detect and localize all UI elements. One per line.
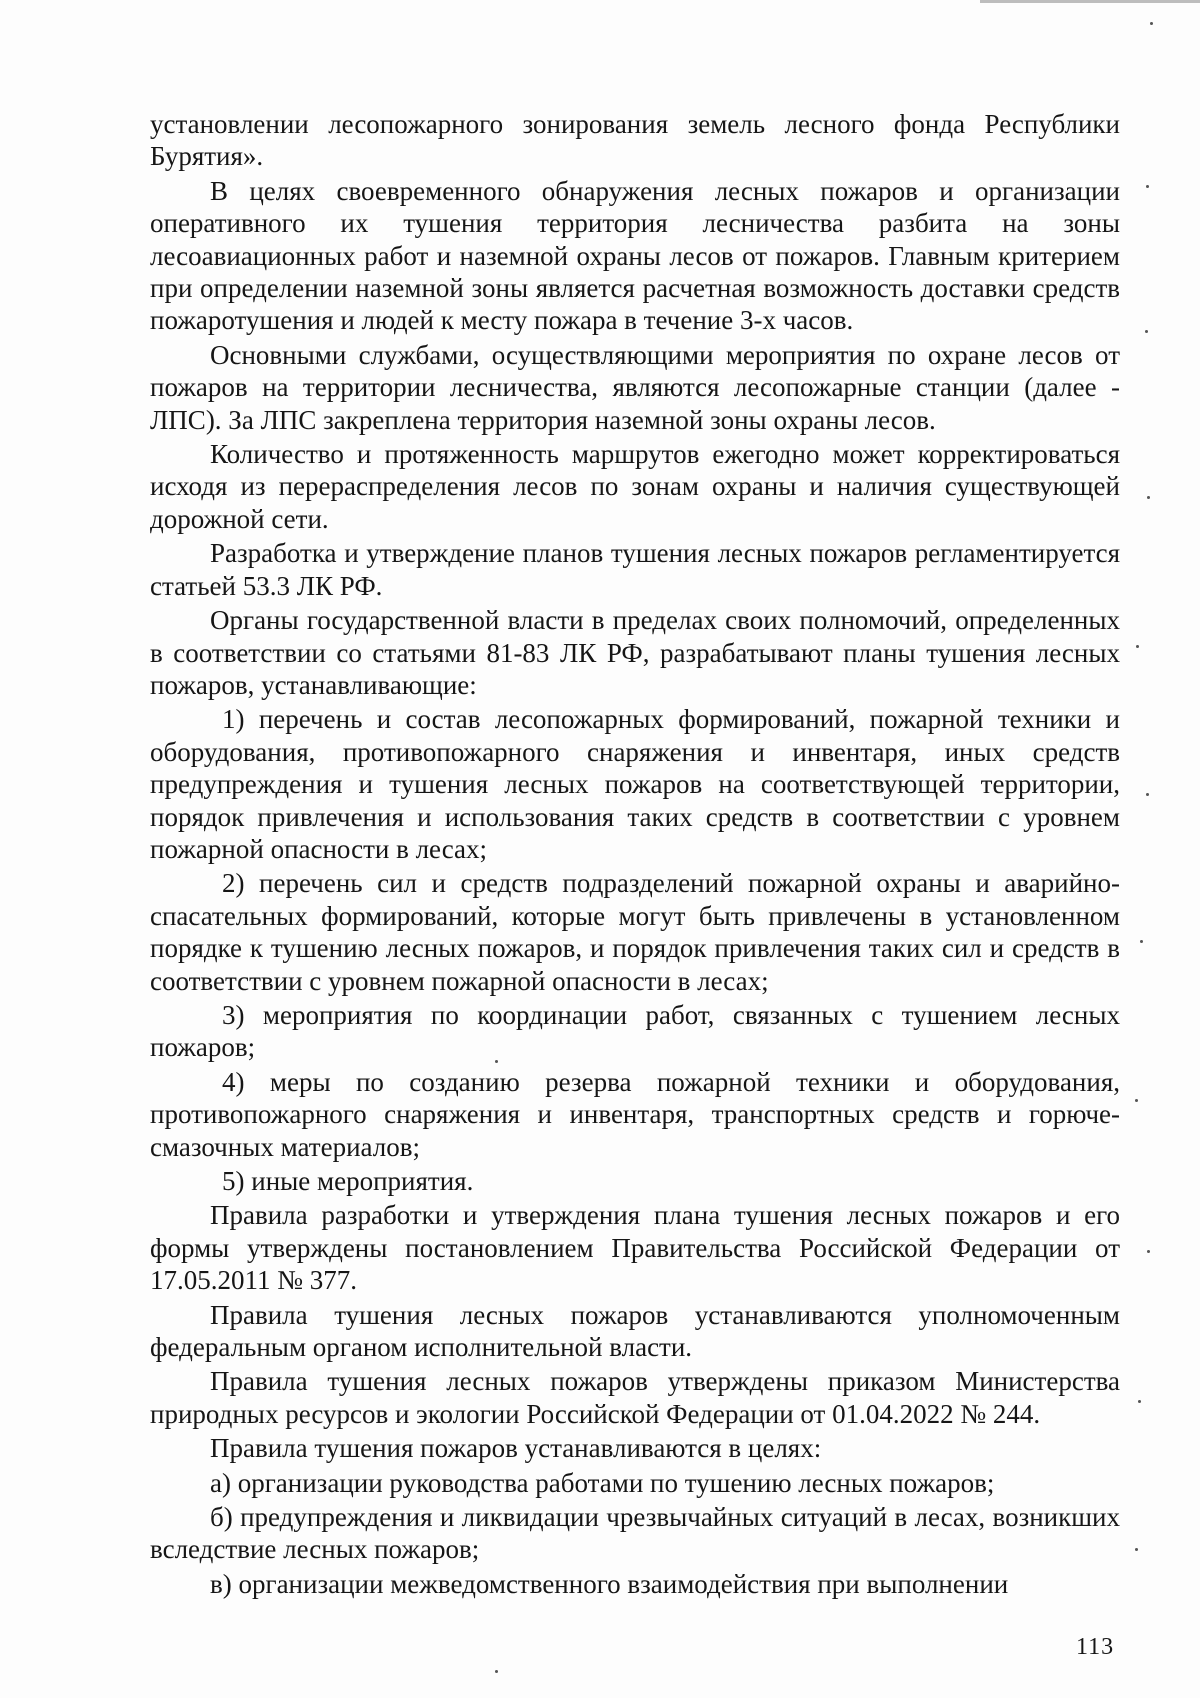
page-number: 113 (1076, 1634, 1115, 1660)
paragraph-plan-rules: Правила разработки и утверждения плана тушения лесных пожаров и его формы утверждены постановлением Правительства Российской Федерации от 17.05.2011 № 377. (150, 1200, 1120, 1296)
scan-speck (1147, 1250, 1150, 1253)
scan-speck (1136, 645, 1139, 648)
document-body (150, 108, 1120, 1602)
paragraph-plans-regulation: Разработка и утверждение планов тушения лесных пожаров регламентируется статьей 53.3 ЛК РФ. (150, 538, 1120, 601)
paragraph-continuation: установлении лесопожарного зонирования земель лесного фонда Республики Бурятия». (150, 109, 1120, 172)
scan-speck (1146, 793, 1149, 796)
paragraph-state-authorities: Органы государственной власти в пределах своих полномочий, определенных в соответствии со статьями 81-83 ЛК РФ, разрабатывают планы тушения лесных пожаров, устанавливающие: (150, 605, 1120, 700)
paragraph-rules-purpose: Правила тушения пожаров устанавливаются в целях: (210, 1433, 822, 1464)
paragraph-rules-approved: Правила тушения лесных пожаров утверждены приказом Министерства природных ресурсов и экологии Российской Федерации от 01.04.2022 № 244. (150, 1366, 1120, 1429)
paragraph-detection-zones: В целях своевременного обнаружения лесных пожаров и организации оперативного их тушения территория лесничества разбита на зоны лесоавиационных работ и наземной охраны лесов от пожаров. Главным критерием при определении наземной зоны является расчетная возможность доставки средств пожаротушения и людей к месту пожара в течение 3-х часов. (150, 175, 1120, 336)
list-item-1: 1) перечень и состав лесопожарных формирований, пожарной техники и оборудования, противопожарного снаряжения и инвентаря, иных средств предупреждения и тушения лесных пожаров на соответствующей территории, порядок привлечения и использования таких средств в соответствии с уровнем пожарной опасности в лесах; (150, 704, 1120, 864)
scan-speck (1145, 330, 1148, 333)
paragraph-rules-authority: Правила тушения лесных пожаров устанавливаются уполномоченным федеральным органом исполнительной власти. (150, 1299, 1120, 1363)
paragraph-routes: Количество и протяженность маршрутов ежегодно может корректироваться исходя из перераспределения лесов по зонам охраны и наличия существующей дорожной сети. (150, 439, 1120, 534)
scan-speck (495, 1670, 498, 1673)
scan-edge-line (980, 0, 1200, 3)
scan-speck (1150, 22, 1153, 25)
scan-speck (1135, 1548, 1138, 1551)
list-item-5: 5) иные мероприятия. (222, 1166, 474, 1196)
scan-speck (1147, 496, 1150, 499)
scan-speck (1146, 185, 1149, 188)
list-item-c: в) организации межведомственного взаимодействия при выполнении (210, 1568, 1009, 1599)
scan-speck (1140, 940, 1143, 943)
list-item-a: а) организации руководства работами по тушению лесных пожаров; (210, 1467, 995, 1498)
scan-speck (1135, 1099, 1138, 1102)
scan-speck (495, 1060, 498, 1063)
paragraph-fire-stations: Основными службами, осуществляющими мероприятия по охране лесов от пожаров на территории лесничества, являются лесопожарные станции (далее - ЛПС). За ЛПС закреплена территория наземной зоны охраны лесов. (150, 339, 1120, 435)
list-item-b: б) предупреждения и ликвидации чрезвычайных ситуаций в лесах, возникших вследствие лесных пожаров; (150, 1502, 1120, 1565)
scan-speck (1138, 1400, 1141, 1403)
list-item-3: 3) мероприятия по координации работ, связанных с тушением лесных пожаров; (150, 999, 1120, 1063)
list-item-4: 4) меры по созданию резерва пожарной техники и оборудования, противопожарного снаряжения и инвентаря, транспортных средств и горюче-смазочных материалов; (150, 1066, 1120, 1162)
list-item-2: 2) перечень сил и средств подразделений пожарной охраны и аварийно-спасательных формирований, которые могут быть привлечены в установленном порядке к тушению лесных пожаров, и порядок привлечения таких сил и средств в соответствии с уровнем пожарной опасности в лесах; (150, 868, 1120, 996)
